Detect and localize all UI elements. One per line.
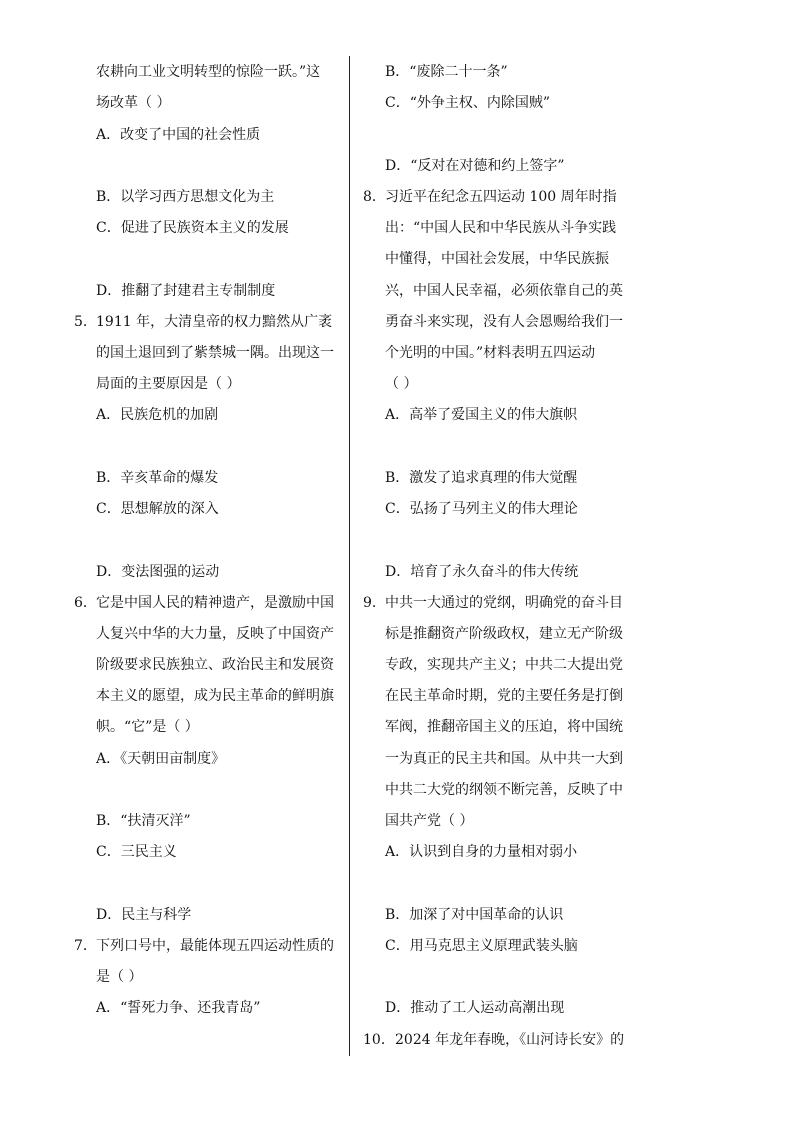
q6-option-d: D．民主与科学 — [96, 907, 192, 923]
q9-stem-line: 一为真正的民主共和国。从中共一大到 — [385, 751, 623, 767]
q5-option-c: C．思想解放的深入 — [96, 501, 219, 517]
q9-option-c: C．用马克思主义原理武装头脑 — [385, 938, 578, 954]
q4-continuation-line: 农耕向工业文明转型的惊险一跃。”这 — [96, 64, 321, 80]
q6-option-b: B．“扶清灭洋” — [96, 813, 191, 829]
q8-option-b: B．激发了追求真理的伟大觉醒 — [385, 470, 578, 486]
q7-option-d: D．“反对在对德和约上签字” — [385, 158, 565, 174]
q10-stem-line: 2024 年龙年春晚，《山河诗长安》的 — [395, 1032, 625, 1048]
q9-option-b: B．加深了对中国革命的认识 — [385, 907, 564, 923]
q8-stem-line: 勇奋斗来实现，没有人会恩赐给我们一 — [385, 314, 623, 330]
q9-stem-line: 专政，实现共产主义；中共二大提出党 — [385, 657, 623, 673]
q5-stem-line: 局面的主要原因是（ ） — [96, 376, 241, 392]
q9-stem-line: 军阀，推翻帝国主义的压迫，将中国统 — [385, 719, 623, 735]
q8-stem-line: （ ） — [385, 376, 418, 392]
q7-stem-line: 下列口号中，最能体现五四运动性质的 — [96, 938, 334, 954]
q6-option-c: C．三民主义 — [96, 844, 177, 860]
q6-stem-line: 阶级要求民族独立、政治民主和发展资 — [96, 657, 334, 673]
q4-option-a: A．改变了中国的社会性质 — [96, 127, 261, 143]
q4-option-b: B．以学习西方思想文化为主 — [96, 189, 275, 205]
q6-number: 6． — [74, 595, 97, 611]
q8-stem-line: 习近平在纪念五四运动 100 周年时指 — [385, 189, 617, 205]
column-divider — [349, 56, 350, 1056]
q9-stem-line: 国共产党（ ） — [385, 813, 474, 829]
q4-option-c: C．促进了民族资本主义的发展 — [96, 220, 289, 236]
q5-stem-line: 的国土退回到了紫禁城一隅。出现这一 — [96, 345, 334, 361]
q8-stem-line: 兴，中国人民幸福，必须依靠自己的英 — [385, 283, 623, 299]
q8-option-d: D．培育了永久奋斗的伟大传统 — [385, 564, 579, 580]
q8-stem-line: 出：“中国人民和中华民族从斗争实践 — [385, 220, 617, 236]
q4-continuation-line: 场改革（ ） — [96, 95, 171, 111]
q8-stem-line: 个光明的中国。”材料表明五四运动 — [385, 345, 596, 361]
q7-stem-line: 是（ ） — [96, 969, 143, 985]
q9-option-a: A．认识到自身的力量相对弱小 — [385, 844, 578, 860]
q8-number: 8． — [363, 189, 386, 205]
q7-option-b: B．“废除二十一条” — [385, 64, 508, 80]
q7-option-a: A．“誓死力争、还我青岛” — [96, 1000, 261, 1016]
q5-number: 5． — [74, 314, 97, 330]
q7-number: 7． — [74, 938, 97, 954]
q8-option-a: A．高举了爱国主义的伟大旗帜 — [385, 407, 578, 423]
q9-number: 9． — [363, 595, 386, 611]
q8-stem-line: 中懂得，中国社会发展，中华民族振 — [385, 251, 609, 267]
q5-option-d: D．变法图强的运动 — [96, 564, 220, 580]
q8-option-c: C．弘扬了马列主义的伟大理论 — [385, 501, 578, 517]
q9-stem-line: 中共二大党的纲领不断完善，反映了中 — [385, 782, 623, 798]
q9-stem-line: 标是推翻资产阶级政权，建立无产阶级 — [385, 626, 623, 642]
q10-number: 10． — [363, 1032, 395, 1048]
q6-stem-line: 人复兴中华的大力量，反映了中国资产 — [96, 626, 334, 642]
q5-option-b: B．辛亥革命的爆发 — [96, 470, 219, 486]
q5-stem-line: 1911 年，大清皇帝的权力黯然从广袤 — [96, 314, 333, 330]
q6-stem-line: 帜。“它”是（ ） — [96, 719, 199, 735]
q9-option-d: D．推动了工人运动高潮出现 — [385, 1000, 565, 1016]
q6-stem-line: 它是中国人民的精神遗产，是激励中国 — [96, 595, 334, 611]
q9-stem-line: 中共一大通过的党纲，明确党的奋斗目 — [385, 595, 623, 611]
q6-stem-line: 本主义的愿望，成为民主革命的鲜明旗 — [96, 688, 334, 704]
q7-option-c: C．“外争主权、内除国贼” — [385, 95, 551, 111]
q5-option-a: A．民族危机的加剧 — [96, 407, 219, 423]
q4-option-d: D．推翻了封建君主专制制度 — [96, 283, 276, 299]
q6-option-a: A．《天朝田亩制度》 — [96, 751, 226, 767]
q9-stem-line: 在民主革命时期，党的主要任务是打倒 — [385, 688, 623, 704]
